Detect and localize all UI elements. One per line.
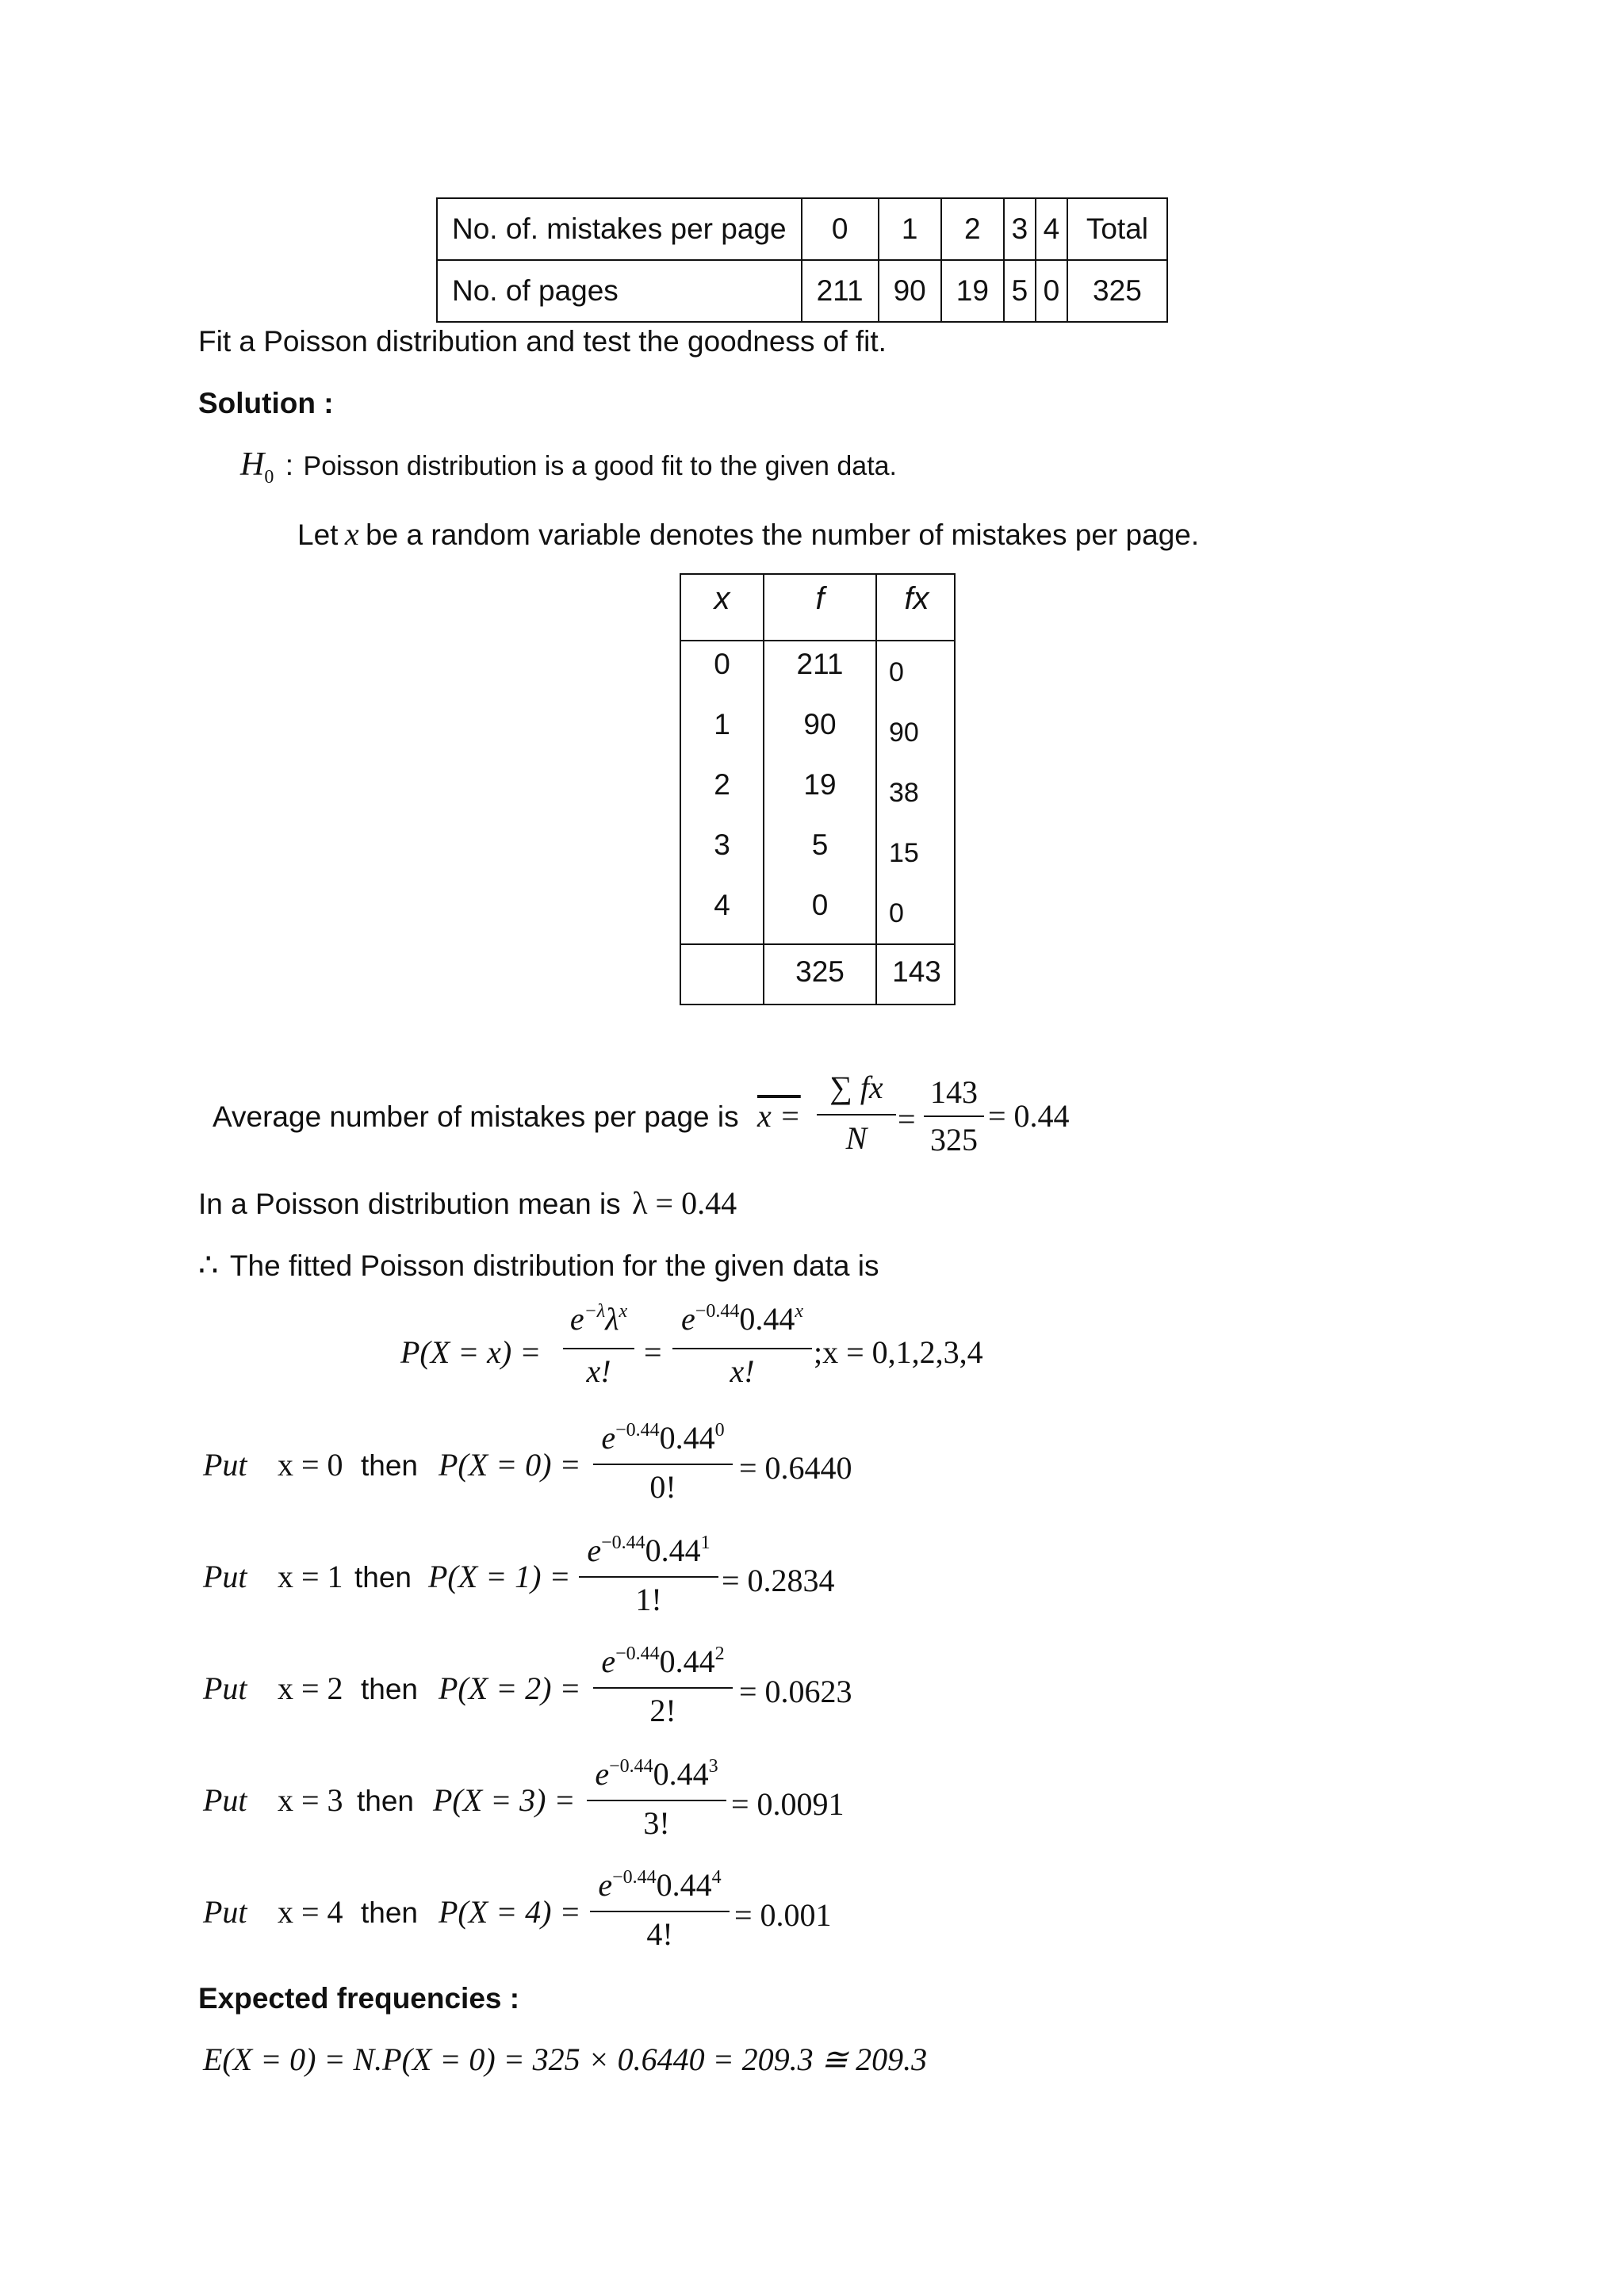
table-cell: 325	[1067, 260, 1167, 322]
fx-value: 15	[889, 838, 919, 868]
solution-heading: Solution :	[198, 387, 334, 419]
x-value: 0	[714, 648, 730, 680]
table-cell: 2	[941, 198, 1004, 260]
fraction-denominator: 0!	[649, 1469, 676, 1505]
pmf-lhs-text: P(X = x) =	[400, 1334, 542, 1370]
then-word: then	[361, 1673, 419, 1705]
fraction-denominator: 325	[930, 1122, 978, 1158]
exponent: −λ	[584, 1301, 606, 1322]
pmf-fraction-1	[563, 1300, 634, 1403]
power: 1	[700, 1533, 710, 1553]
exponent: −0.44	[695, 1301, 740, 1322]
h-symbol: H	[240, 446, 265, 483]
probability-lhs: P(X = 2) =	[439, 1670, 581, 1706]
mean-line	[198, 1184, 737, 1222]
e-base: e	[681, 1301, 695, 1337]
fraction-bar	[587, 1800, 726, 1801]
fraction-143-over-325	[924, 1073, 984, 1169]
h-text: Poisson distribution is a good fit to the given data.	[303, 451, 897, 481]
f-value: 0	[811, 889, 829, 921]
header-divider	[681, 640, 954, 641]
probability-lhs: P(X = 0) =	[439, 1447, 581, 1483]
x-assign: x = 1	[278, 1559, 343, 1594]
probability-result: = 0.0091	[731, 1786, 845, 1822]
fraction-bar	[924, 1115, 984, 1117]
table-cell: 1	[879, 198, 941, 260]
probability-fraction: $e^{-0.44}0.44^3$ 3!	[587, 1755, 726, 1850]
probability-fraction: $e^{-0.44}0.44^0$ 0!	[593, 1419, 733, 1514]
table-cell: 4	[1036, 198, 1067, 260]
fx-value: 90	[889, 718, 919, 748]
mean-math: λ = 0.44	[632, 1185, 737, 1221]
probability-result: = 0.6440	[739, 1450, 852, 1486]
fraction-denominator: 3!	[643, 1805, 670, 1841]
fraction-bar	[579, 1576, 718, 1578]
probability-result: = 0.0623	[739, 1674, 852, 1709]
table-cell: Total	[1067, 198, 1167, 260]
fraction-sum-fx-over-n	[817, 1069, 896, 1164]
fitted-text: The fitted Poisson distribution for the given data is	[229, 1249, 879, 1282]
total-divider	[681, 943, 954, 945]
probability-lhs: P(X = 1) =	[428, 1559, 571, 1594]
header-f: f	[815, 581, 825, 616]
probability-lhs: P(X = 3) =	[433, 1782, 576, 1818]
x-value: 2	[714, 768, 730, 801]
pmf-fraction-2	[672, 1300, 812, 1403]
put-word: Put	[203, 1894, 247, 1930]
exponent: x	[619, 1301, 628, 1322]
h-subscript: 0	[264, 467, 274, 488]
fraction-bar	[817, 1114, 896, 1115]
h-colon: :	[285, 449, 294, 481]
row-label: No. of pages	[437, 260, 802, 322]
row-label: No. of. mistakes per page	[437, 198, 802, 260]
let-var: x	[344, 516, 359, 552]
f-value: 211	[796, 648, 844, 680]
power: 2	[714, 1644, 725, 1664]
expected-line: E(X = 0) = N.P(X = 0) = 325 × 0.6440 = 209.3 ≅ 209.3	[203, 2042, 928, 2077]
exponent: x	[795, 1301, 803, 1322]
fraction-denominator: 4!	[646, 1916, 673, 1952]
table-cell: 5	[1004, 260, 1036, 322]
fraction-bar	[593, 1687, 733, 1689]
fx-value: 0	[889, 898, 904, 928]
mistakes-table	[436, 197, 1168, 323]
frequency-table	[680, 573, 956, 1005]
x-assign: x = 0	[278, 1447, 343, 1483]
let-suffix: be a random variable denotes the number of mistakes per page.	[366, 519, 1200, 551]
fraction-numerator: 143	[930, 1074, 978, 1110]
base-value: 0.44	[739, 1301, 795, 1337]
header-fx: fx	[904, 581, 929, 616]
put-word: Put	[203, 1782, 247, 1818]
table-cell: 3	[1004, 198, 1036, 260]
probability-fraction: $e^{-0.44}0.44^2$ 2!	[593, 1643, 733, 1738]
let-line	[297, 515, 1199, 553]
average-text: Average number of mistakes per page is	[213, 1100, 739, 1133]
lambda: λ	[605, 1301, 619, 1337]
power: 0	[714, 1420, 725, 1441]
fraction-denominator: 1!	[635, 1582, 662, 1617]
table-row	[437, 260, 1167, 322]
x-assign: x = 2	[278, 1670, 343, 1706]
fraction-denominator: N	[845, 1120, 868, 1156]
then-word: then	[354, 1561, 412, 1594]
pmf-lhs	[400, 1334, 541, 1371]
fraction-bar	[672, 1348, 812, 1349]
fraction-denominator: 2!	[649, 1693, 676, 1728]
probability-fraction: $e^{-0.44}0.44^4$ 4!	[590, 1866, 730, 1961]
fraction-bar	[593, 1464, 733, 1465]
probability-result: = 0.2834	[722, 1563, 835, 1598]
fraction-denominator: x!	[730, 1353, 755, 1389]
put-word: Put	[203, 1447, 247, 1483]
table-cell: 19	[941, 260, 1004, 322]
average-result: = 0.44	[988, 1098, 1070, 1134]
therefore-symbol: ∴	[198, 1247, 219, 1283]
put-word: Put	[203, 1670, 247, 1706]
f-value: 5	[811, 828, 829, 861]
null-hypothesis	[240, 446, 897, 488]
fraction-numerator: ∑ fx	[829, 1070, 883, 1105]
then-word: then	[361, 1896, 419, 1929]
table-row	[437, 198, 1167, 260]
table-cell: 0	[1036, 260, 1067, 322]
total-fx: 143	[892, 955, 941, 988]
question-text: Fit a Poisson distribution and test the goodness of fit.	[198, 325, 887, 358]
x-value: 1	[714, 708, 730, 740]
x-assign: x = 3	[278, 1782, 343, 1818]
f-value: 19	[803, 768, 837, 801]
probability-result: = 0.001	[734, 1897, 832, 1933]
expected-heading: Expected frequencies :	[198, 1982, 520, 2015]
fraction-bar	[590, 1911, 730, 1912]
let-prefix: Let	[297, 519, 339, 551]
exponent: −0.44	[612, 1867, 657, 1888]
header-x: x	[714, 581, 730, 616]
fraction-denominator: x!	[586, 1353, 611, 1389]
then-word: then	[357, 1785, 415, 1817]
fx-value: 0	[889, 657, 904, 687]
exponent: −0.44	[609, 1756, 653, 1777]
put-word: Put	[203, 1559, 247, 1594]
exponent: −0.44	[601, 1533, 645, 1553]
exponent: −0.44	[615, 1420, 660, 1441]
equals-sign: =	[898, 1101, 916, 1137]
x-value: 3	[714, 828, 730, 861]
total-f: 325	[795, 955, 845, 988]
probability-fraction: $e^{-0.44}0.44^1$ 1!	[579, 1532, 718, 1627]
fitted-line	[198, 1246, 879, 1284]
x-value: 4	[714, 889, 730, 921]
exponent: −0.44	[615, 1644, 660, 1664]
xbar-symbol: x =	[757, 1098, 801, 1134]
then-word: then	[361, 1449, 419, 1482]
table-cell: 90	[879, 260, 941, 322]
e-base: e	[569, 1301, 584, 1337]
power: 4	[711, 1867, 722, 1888]
f-value: 90	[803, 708, 837, 740]
table-cell: 211	[802, 260, 879, 322]
mean-text: In a Poisson distribution mean is	[198, 1188, 621, 1220]
x-assign: x = 4	[278, 1894, 343, 1930]
probability-lhs: P(X = 4) =	[439, 1894, 581, 1930]
power: 3	[708, 1756, 718, 1777]
equals-sign: =	[644, 1334, 662, 1370]
fraction-bar	[563, 1348, 634, 1349]
table-cell: 0	[802, 198, 879, 260]
pmf-range: ;x = 0,1,2,3,4	[814, 1334, 983, 1370]
fx-value: 38	[889, 778, 919, 808]
